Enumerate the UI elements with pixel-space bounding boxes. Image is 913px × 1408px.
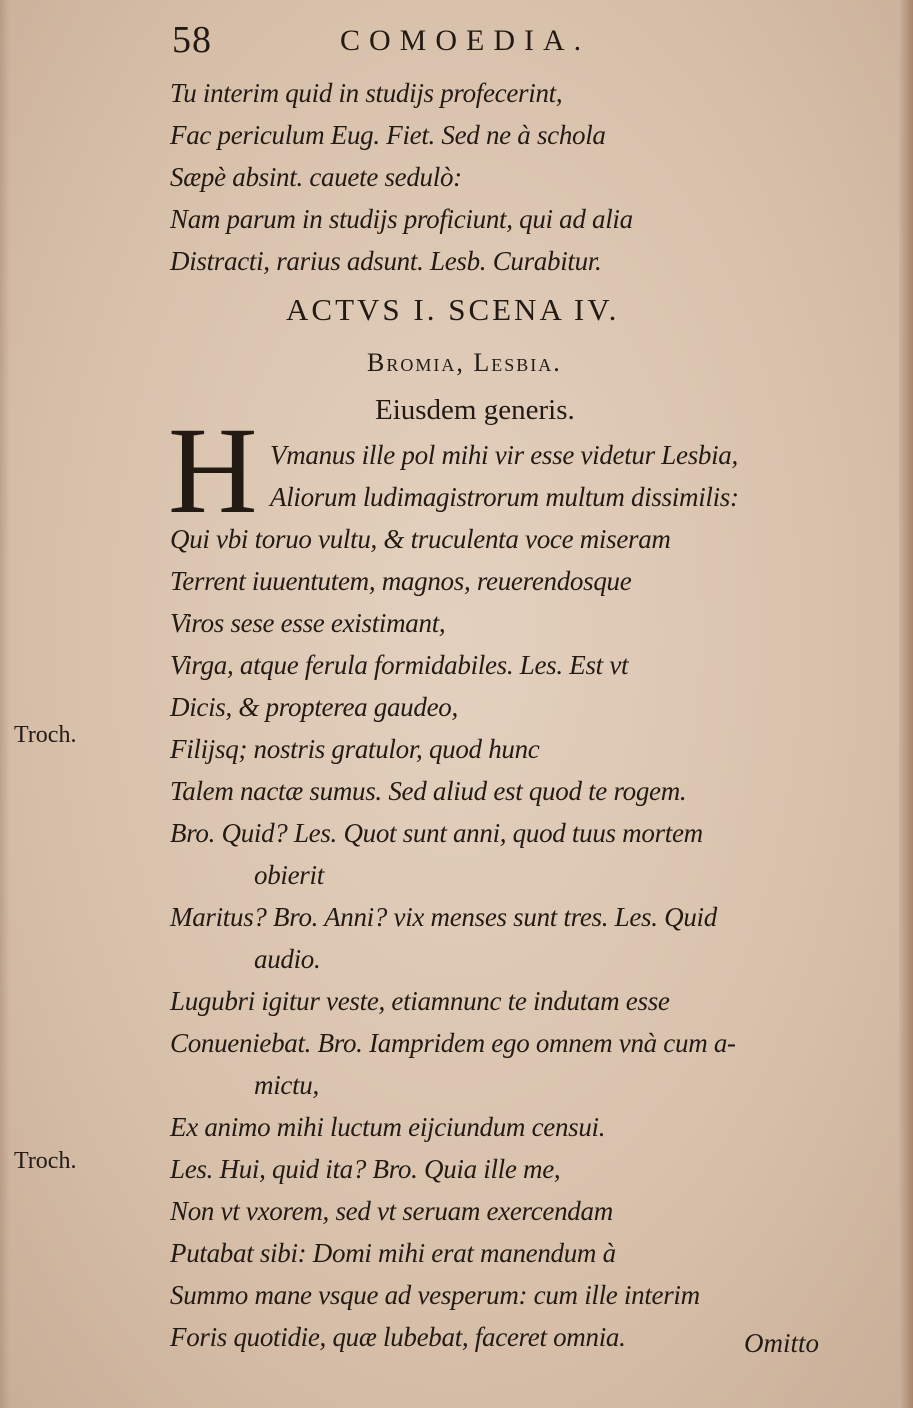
page-number: 58	[172, 19, 212, 61]
verse-line: Viros sese esse existimant,	[170, 608, 446, 638]
verse-line: Maritus? Bro. Anni? vix menses sunt tres. Les. Quid	[170, 902, 717, 932]
verse-line: Talem nactæ sumus. Sed aliud est quod te rogem.	[170, 776, 687, 806]
drop-cap: H	[168, 402, 258, 539]
verse-line: Fac periculum Eug. Fiet. Sed ne à schola	[170, 120, 606, 150]
verse-line-continuation: mictu,	[254, 1070, 319, 1100]
page-gutter-shadow	[0, 0, 10, 1408]
verse-line: Foris quotidie, quæ lubebat, faceret omnia.	[170, 1322, 626, 1352]
verse-line-continuation: obierit	[254, 860, 324, 890]
verse-line: Filijsq; nostris gratulor, quod hunc	[170, 734, 540, 764]
verse-line-continuation: audio.	[254, 944, 321, 974]
verse-line: Summo mane vsque ad vesperum: cum ille interim	[170, 1280, 700, 1310]
verse-line: Terrent iuuentutem, magnos, reuerendosque	[170, 566, 632, 596]
verse-line: Distracti, rarius adsunt. Lesb. Curabitur.	[170, 246, 602, 276]
characters-heading: Bromia, Lesbia.	[367, 348, 562, 377]
verse-line: Les. Hui, quid ita? Bro. Quia ille me,	[170, 1154, 561, 1184]
verse-line: Conueniebat. Bro. Iampridem ego omnem vnà cum a-	[170, 1028, 736, 1058]
verse-line: Vmanus ille pol mihi vir esse videtur Lesbia,	[270, 440, 738, 470]
verse-line: Ex animo mihi luctum eijciundum censui.	[170, 1112, 606, 1142]
verse-line: Nam parum in studijs proficiunt, qui ad alia	[170, 204, 633, 234]
running-title: COMOEDIA.	[340, 24, 591, 57]
act-scene-heading: ACTVS I. SCENA IV.	[286, 292, 620, 327]
verse-line: Tu interim quid in studijs profecerint,	[170, 78, 563, 108]
verse-line: Sæpè absint. cauete sedulò:	[170, 162, 462, 192]
verse-line: Qui vbi toruo vultu, & truculenta voce miseram	[170, 524, 671, 554]
verse-line: Bro. Quid? Les. Quot sunt anni, quod tuus mortem	[170, 818, 703, 848]
verse-line: Dicis, & propterea gaudeo,	[170, 692, 458, 722]
verse-line: Non vt vxorem, sed vt seruam exercendam	[170, 1196, 613, 1226]
scene-verse-block	[170, 434, 850, 1358]
margin-note-meter: Troch.	[14, 722, 77, 748]
verse-line: Putabat sibi: Domi mihi erat manendum à	[170, 1238, 616, 1268]
catchword: Omitto	[744, 1328, 820, 1358]
verse-line: Lugubri igitur veste, etiamnunc te indutam esse	[170, 986, 670, 1016]
top-verse-block	[170, 72, 850, 282]
verse-line: Aliorum ludimagistrorum multum dissimilis:	[270, 482, 739, 512]
margin-note-meter: Troch.	[14, 1148, 77, 1174]
page-edge	[899, 0, 913, 1408]
verse-line: Virga, atque ferula formidabiles. Les. Est vt	[170, 650, 629, 680]
genre-line: Eiusdem generis.	[375, 394, 575, 426]
